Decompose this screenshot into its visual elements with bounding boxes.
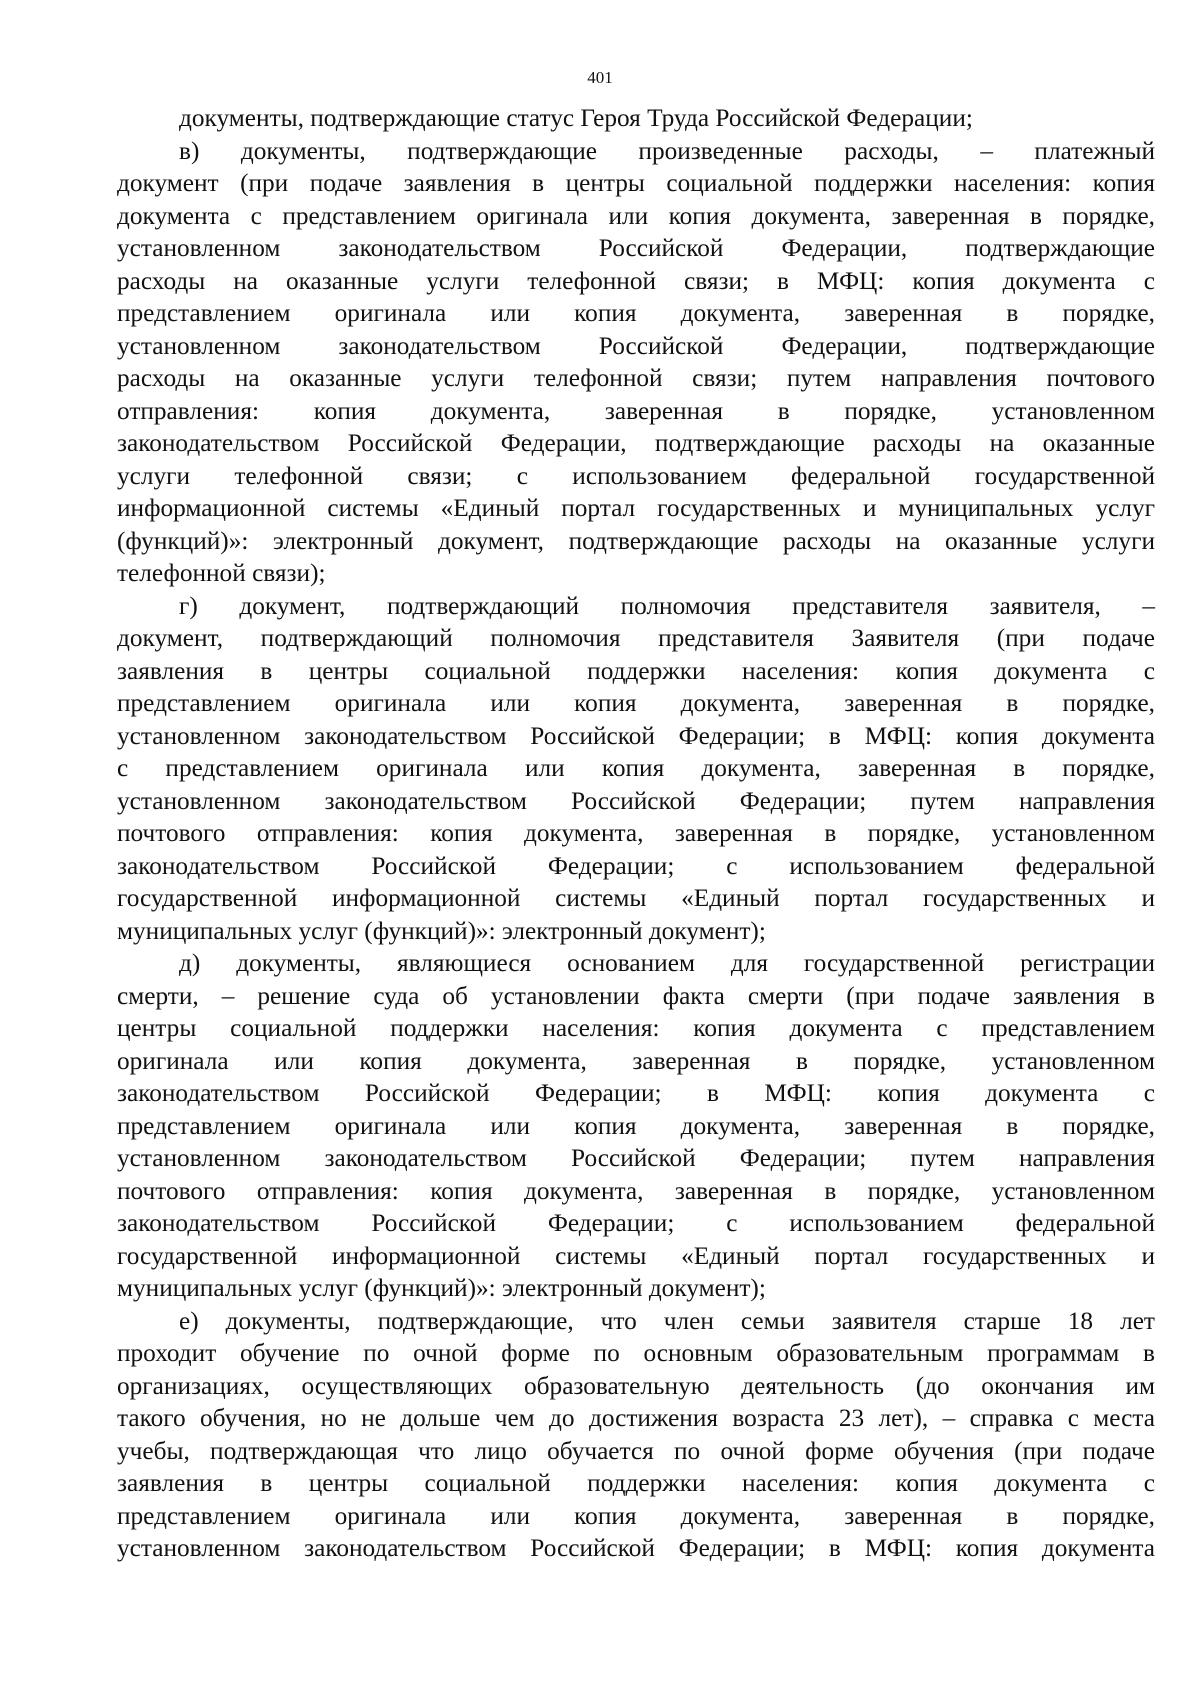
text-line: законодательством Российской Федерации; с использованием федеральной: [117, 1209, 1155, 1237]
text-line: (функций)»: электронный документ, подтверждающие расходы на оказанные услуги: [117, 526, 1155, 555]
text-line: представлением оригинала или копия документа, заверенная в порядке,: [117, 1501, 1155, 1530]
text-line: заявления в центры социальной поддержки населения: копия документа с: [117, 656, 1155, 685]
text-line: расходы на оказанные услуги телефонной связи; в МФЦ: копия документа с: [117, 266, 1155, 295]
text-line: представлением оригинала или копия документа, заверенная в порядке,: [117, 1111, 1155, 1140]
text-line: документы, подтверждающие статус Героя Труда Российской Федерации;: [179, 104, 973, 132]
text-line: организациях, осуществляющих образовательную деятельность (до окончания им: [117, 1371, 1155, 1400]
text-line: такого обучения, но не дольше чем до достижения возраста 23 лет), – справка с места: [117, 1404, 1155, 1432]
text-line: учебы, подтверждающая что лицо обучается по очной форме обучения (при подаче: [117, 1436, 1155, 1465]
text-line: смерти, – решение суда об установлении факта смерти (при подаче заявления в: [117, 981, 1155, 1010]
text-line: установленном законодательством Российской Федерации; в МФЦ: копия документа: [117, 721, 1155, 750]
text-line: проходит обучение по очной форме по основным образовательным программам в: [117, 1339, 1155, 1367]
text-line: информационной системы «Единый портал государственных и муниципальных услуг: [117, 494, 1155, 522]
page-number: 401: [587, 68, 613, 87]
text-line: е) документы, подтверждающие, что член семьи заявителя старше 18 лет: [179, 1306, 1155, 1335]
text-line: установленном законодательством Российской Федерации; путем направления: [117, 1144, 1155, 1172]
text-line: представлением оригинала или копия документа, заверенная в порядке,: [117, 299, 1155, 327]
text-line: почтового отправления: копия документа, заверенная в порядке, установленном: [117, 819, 1155, 847]
text-line: д) документы, являющиеся основанием для государственной регистрации: [179, 949, 1155, 977]
text-line: телефонной связи);: [117, 559, 326, 587]
text-line: заявления в центры социальной поддержки населения: копия документа с: [117, 1469, 1155, 1497]
text-line: услуги телефонной связи; с использованием федеральной государственной: [117, 461, 1155, 490]
text-line: в) документы, подтверждающие произведенные расходы, – платежный: [179, 136, 1155, 165]
text-line: отправления: копия документа, заверенная в порядке, установленном: [117, 396, 1155, 425]
text-line: законодательством Российской Федерации; с использованием федеральной: [117, 851, 1155, 880]
text-line: установленном законодательством Российской Федерации; путем направления: [117, 786, 1155, 815]
text-line: муниципальных услуг (функций)»: электронный документ);: [117, 916, 766, 945]
text-line: документ, подтверждающий полномочия представителя Заявителя (при подаче: [117, 624, 1155, 652]
text-line: установленном законодательством Российской Федерации; в МФЦ: копия документа: [117, 1534, 1155, 1562]
document-body: [117, 102, 1155, 1565]
text-line: представлением оригинала или копия документа, заверенная в порядке,: [117, 689, 1155, 717]
text-line: документ (при подаче заявления в центры социальной поддержки населения: копия: [117, 169, 1155, 197]
text-line: центры социальной поддержки населения: копия документа с представлением: [117, 1014, 1155, 1042]
text-line: установленном законодательством Российской Федерации, подтверждающие: [117, 234, 1155, 262]
text-line: почтового отправления: копия документа, заверенная в порядке, установленном: [117, 1176, 1155, 1205]
text-line: с представлением оригинала или копия документа, заверенная в порядке,: [117, 754, 1155, 782]
text-line: законодательством Российской Федерации, подтверждающие расходы на оказанные: [117, 429, 1155, 457]
text-line: законодательством Российской Федерации; в МФЦ: копия документа с: [117, 1079, 1155, 1107]
text-line: документа с представлением оригинала или копия документа, заверенная в порядке,: [117, 201, 1155, 230]
text-line: оригинала или копия документа, заверенная в порядке, установленном: [117, 1046, 1155, 1075]
text-line: государственной информационной системы «Единый портал государственных и: [117, 884, 1155, 912]
text-line: установленном законодательством Российской Федерации, подтверждающие: [117, 331, 1155, 360]
text-line: г) документ, подтверждающий полномочия представителя заявителя, –: [179, 591, 1155, 620]
text-line: расходы на оказанные услуги телефонной связи; путем направления почтового: [117, 364, 1155, 392]
text-line: муниципальных услуг (функций)»: электронный документ);: [117, 1274, 766, 1302]
text-line: государственной информационной системы «Единый портал государственных и: [117, 1241, 1155, 1270]
